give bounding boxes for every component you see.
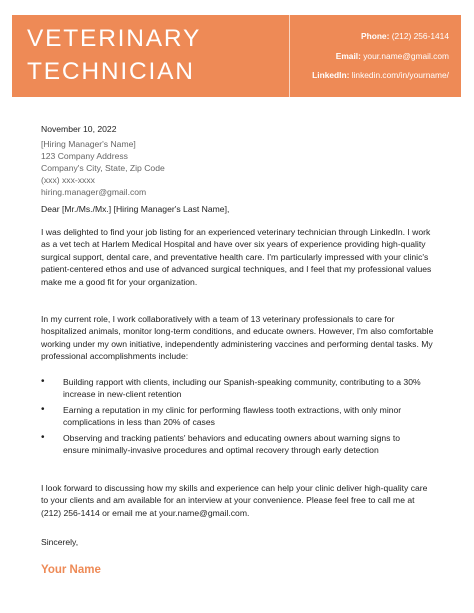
phone-label: Phone:	[361, 31, 390, 41]
recipient-phone: (xxx) xxx-xxxx	[41, 175, 95, 185]
contact-phone	[361, 32, 449, 40]
bullet-text: Observing and tracking patients' behaviors and educating owners about warning signs to ensure minimally-invasive procedures and optimal recovery through early detection	[63, 432, 401, 456]
email-value: your.name@gmail.com	[363, 51, 449, 61]
email-label: Email:	[335, 51, 361, 61]
phone-value: (212) 256-1414	[391, 31, 449, 41]
recipient-name: [Hiring Manager's Name]	[41, 139, 136, 149]
bullet-text: Earning a reputation in my clinic for performing flawless tooth extractions, with only minor complications in less than 20% of cases	[63, 404, 402, 428]
contact-email	[336, 52, 449, 60]
header-banner	[12, 15, 461, 97]
recipient-city: Company's City, State, Zip Code	[41, 163, 165, 173]
bullet-icon: •	[41, 431, 45, 443]
linkedin-label: LinkedIn:	[312, 70, 350, 80]
closing-sincerely: Sincerely,	[41, 537, 79, 547]
bullet-text: Building rapport with clients, including our Spanish-speaking community, contributing to a 30% increase in new-client retention	[63, 377, 421, 400]
contact-linkedin	[312, 71, 449, 79]
salutation: Dear [Mr./Ms./Mx.] [Hiring Manager's Last Name],	[41, 204, 230, 214]
recipient-address: 123 Company Address	[41, 151, 128, 161]
accomplishments-list	[41, 376, 441, 459]
linkedin-value: linkedin.com/in/yourname/	[351, 70, 449, 80]
header-divider	[289, 15, 290, 97]
recipient-email: hiring.manager@gmail.com	[41, 187, 147, 197]
job-title-line-1: VETERINARY	[27, 25, 202, 52]
list-item	[41, 376, 423, 401]
list-item	[41, 404, 423, 429]
signature-name: Your Name	[41, 564, 101, 576]
job-title-line-2: TECHNICIAN	[27, 58, 195, 85]
bullet-icon: •	[41, 376, 45, 387]
paragraph-closing: I look forward to discussing how my skills and experience can help your clinic deliver high-quality care to your clients and am available for an interview at your convenience. Please feel free to call me at (212) 256-1414 or email me at your.name@gmail.com.	[41, 483, 428, 518]
bullet-icon: •	[41, 403, 45, 415]
letter-date: November 10, 2022	[41, 124, 117, 134]
list-item	[41, 432, 423, 457]
paragraph-current-role: In my current role, I work collaboratively with a team of 13 veterinary professionals to care for hospitalized animals, monitor long-term conditions, and educate owners. However, I'm also comfortable working under my own initiative, independently administering vaccines and performing dental tasks. My professional accomplishments include:	[41, 314, 434, 362]
paragraph-intro: I was delighted to find your job listing for an experienced veterinary technician through LinkedIn. I work as a vet tech at Harlem Medical Hospital and have over six years of experience providing high-quality surgical support, dental care, and preventative health care. I'm particularly impressed with your clinic's patient-centered ethos and use of advanced surgical techniques, and I feel that my professional values make me a good fit for your organization.	[41, 227, 432, 287]
